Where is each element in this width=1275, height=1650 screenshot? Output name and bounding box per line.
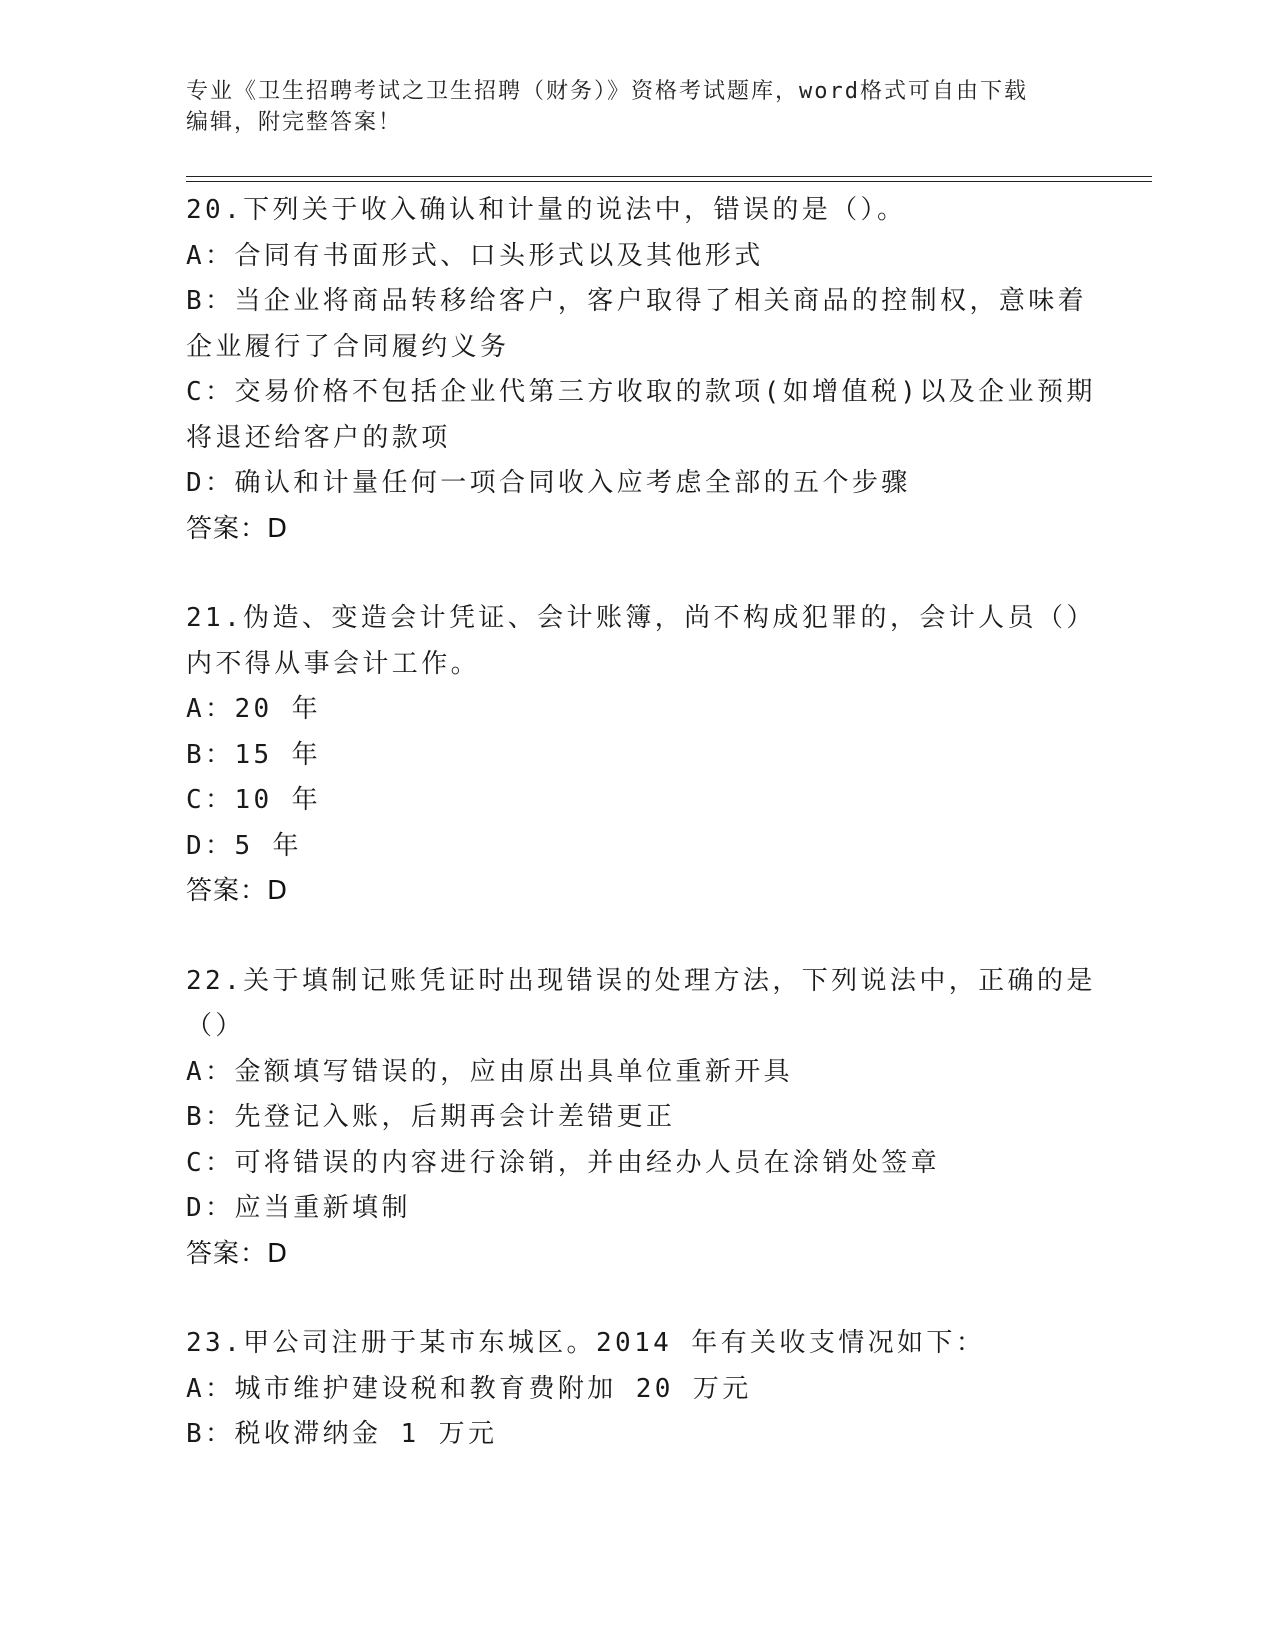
option-c: C：交易价格不包括企业代第三方收取的款项(如增值税)以及企业预期	[186, 377, 1096, 407]
option-d: D：应当重新填制	[186, 1193, 411, 1223]
option-c: C：10 年	[186, 785, 322, 815]
option-b: B：税收滞纳金 1 万元	[186, 1419, 498, 1449]
header-divider	[186, 181, 1152, 182]
question-21	[186, 596, 1096, 915]
question-stem: 20.下列关于收入确认和计量的说法中，错误的是（）。	[186, 195, 907, 225]
option-b: B：先登记入账，后期再会计差错更正	[186, 1102, 676, 1132]
document-header	[186, 76, 1086, 138]
question-list	[186, 188, 1096, 1502]
option-c-continued: 将退还给客户的款项	[186, 422, 451, 453]
option-a: A：20 年	[186, 694, 322, 724]
answer-label: 答案：D	[186, 876, 289, 906]
answer-label: 答案：D	[186, 1238, 289, 1269]
option-d: D：确认和计量任何一项合同收入应考虑全部的五个步骤	[186, 468, 911, 498]
question-23	[186, 1321, 1086, 1458]
question-stem: 22.关于填制记账凭证时出现错误的处理方法，下列说法中，正确的是	[186, 965, 1096, 996]
header-line: 专业《卫生招聘考试之卫生招聘（财务）》资格考试题库，word格式可自由下载	[186, 79, 1028, 104]
question-stem: 23.甲公司注册于某市东城区。2014 年有关收支情况如下：	[186, 1328, 986, 1358]
question-stem-continued: （）	[186, 1011, 245, 1041]
question-20	[186, 188, 1096, 552]
header-divider	[186, 176, 1152, 177]
option-a: A：金额填写错误的，应由原出具单位重新开具	[186, 1056, 794, 1087]
option-d: D：5 年	[186, 830, 302, 861]
option-b: B：当企业将商品转移给客户，客户取得了相关商品的控制权，意味着	[186, 286, 1088, 316]
option-b: B：15 年	[186, 739, 322, 770]
option-a: A：合同有书面形式、口头形式以及其他形式	[186, 240, 764, 271]
answer-label: 答案：D	[186, 513, 289, 544]
question-22	[186, 959, 1096, 1278]
header-line: 编辑，附完整答案！	[186, 110, 403, 135]
option-b-continued: 企业履行了合同履约义务	[186, 331, 510, 362]
option-a: A：城市维护建设税和教育费附加 20 万元	[186, 1373, 752, 1404]
option-c: C：可将错误的内容进行涂销，并由经办人员在涂销处签章	[186, 1147, 941, 1178]
question-stem: 21.伪造、变造会计凭证、会计账簿，尚不构成犯罪的，会计人员（）	[186, 603, 1096, 633]
question-stem-continued: 内不得从事会计工作。	[186, 648, 481, 679]
